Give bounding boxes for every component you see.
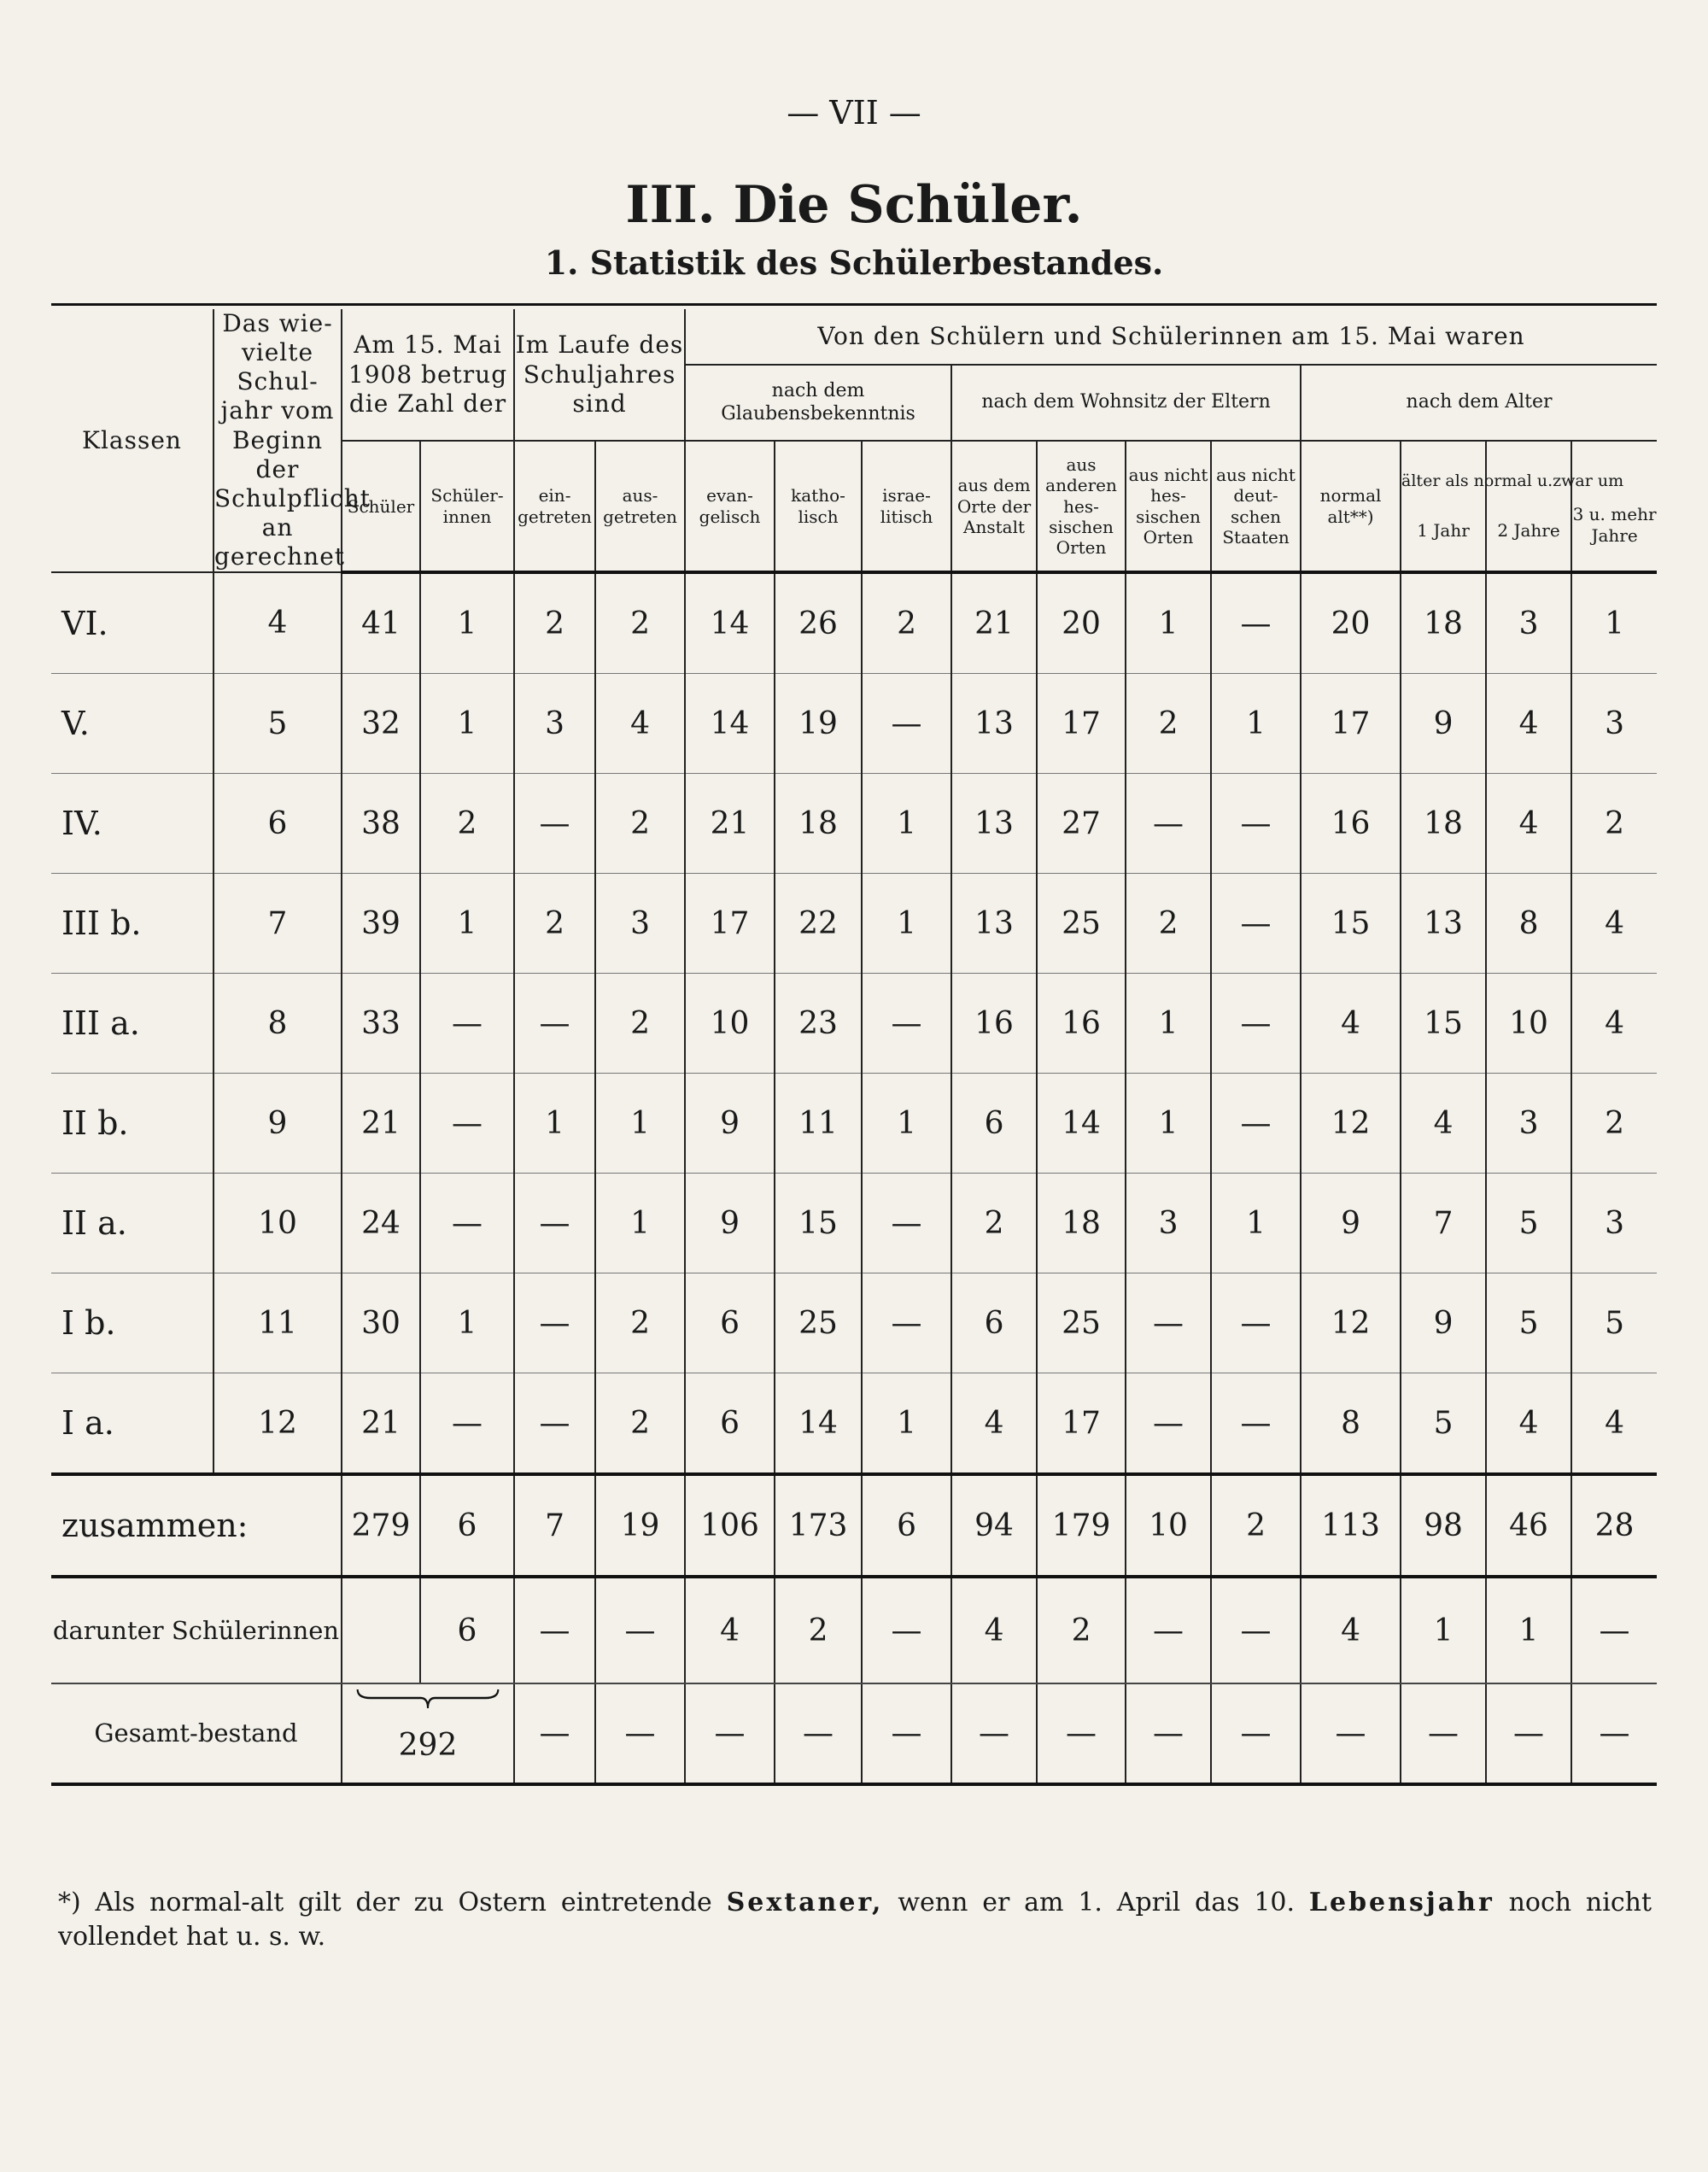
cell-non-hessian: 3	[1126, 1174, 1211, 1273]
cell-school-year: 9	[214, 1074, 342, 1174]
overall-catholic: —	[775, 1683, 862, 1784]
cell-entered: —	[514, 1373, 595, 1475]
cell-three-plus: 5	[1571, 1273, 1657, 1373]
cell-non-german: 1	[1211, 674, 1301, 774]
cell-left: 2	[595, 572, 685, 674]
header-by-residence: nach dem Wohnsitz der Eltern	[951, 365, 1301, 441]
header-local: aus dem Orte der Anstalt	[951, 441, 1037, 572]
header-three-plus-label: 3 u. mehr Jahre	[1572, 504, 1657, 546]
table-row	[51, 1074, 1657, 1174]
cell-other-hessian: 18	[1037, 1174, 1126, 1273]
table-row	[51, 1174, 1657, 1273]
cell-catholic: 22	[775, 874, 862, 974]
cell-school-year: 10	[214, 1174, 342, 1273]
page-title: III. Die Schüler.	[625, 175, 1083, 235]
cell-catholic: 25	[775, 1273, 862, 1373]
female-three-plus: —	[1571, 1577, 1657, 1683]
cell-other-hessian: 14	[1037, 1074, 1126, 1174]
cell-catholic: 19	[775, 674, 862, 774]
cell-three-plus: 1	[1571, 572, 1657, 674]
header-one-year-label: 1 Jahr	[1417, 520, 1470, 542]
total-other-hessian: 179	[1037, 1474, 1126, 1577]
page-number: — VII —	[787, 94, 921, 132]
header-evangelical: evan-gelisch	[685, 441, 775, 572]
cell-left: 2	[595, 1373, 685, 1475]
class-label: V.	[51, 674, 214, 774]
female-two-years: 1	[1486, 1577, 1571, 1683]
total-entered: 7	[514, 1474, 595, 1577]
cell-students: 21	[342, 1074, 420, 1174]
cell-evangelical: 9	[685, 1074, 775, 1174]
cell-local: 16	[951, 974, 1037, 1074]
cell-left: 3	[595, 874, 685, 974]
cell-local: 13	[951, 774, 1037, 874]
total-normal-age: 113	[1301, 1474, 1401, 1577]
cell-female-students: 1	[420, 1273, 514, 1373]
table-row	[51, 1273, 1657, 1373]
cell-entered: 2	[514, 572, 595, 674]
cell-female-students: —	[420, 1373, 514, 1475]
cell-one-year: 9	[1401, 1273, 1486, 1373]
header-total-count: Am 15. Mai 1908 betrug die Zahl der	[342, 309, 514, 441]
cell-school-year: 7	[214, 874, 342, 974]
cell-school-year: 4	[214, 572, 342, 674]
overall-two-years: —	[1486, 1683, 1571, 1784]
cell-local: 6	[951, 1074, 1037, 1174]
cell-left: 1	[595, 1074, 685, 1174]
total-one-year: 98	[1401, 1474, 1486, 1577]
cell-three-plus: 3	[1571, 1174, 1657, 1273]
cell-school-year: 12	[214, 1373, 342, 1475]
cell-school-year: 5	[214, 674, 342, 774]
cell-entered: —	[514, 974, 595, 1074]
class-label: III a.	[51, 974, 214, 1074]
cell-other-hessian: 17	[1037, 674, 1126, 774]
overall-three-plus: —	[1571, 1683, 1657, 1784]
cell-non-hessian: 1	[1126, 572, 1211, 674]
cell-non-german: —	[1211, 1273, 1301, 1373]
total-female-students: 6	[420, 1474, 514, 1577]
total-three-plus: 28	[1571, 1474, 1657, 1577]
cell-israelite: 1	[862, 1074, 951, 1174]
cell-israelite: 1	[862, 874, 951, 974]
class-label: IV.	[51, 774, 214, 874]
cell-local: 13	[951, 674, 1037, 774]
overall-evangelical: —	[685, 1683, 775, 1784]
cell-evangelical: 14	[685, 572, 775, 674]
cell-non-hessian: —	[1126, 774, 1211, 874]
table-row	[51, 572, 1657, 674]
cell-two-years: 3	[1486, 572, 1571, 674]
header-other-hessian: aus anderen hes-sischen Orten	[1037, 441, 1126, 572]
cell-students: 24	[342, 1174, 420, 1273]
header-older-than-normal: älter als normal u.zwar um	[1401, 471, 1624, 491]
table-row	[51, 874, 1657, 974]
cell-left: 2	[595, 974, 685, 1074]
class-label: I b.	[51, 1273, 214, 1373]
cell-catholic: 18	[775, 774, 862, 874]
overall-entered: —	[514, 1683, 595, 1784]
curly-brace-icon	[356, 1688, 500, 1710]
student-statistics-table	[51, 309, 1657, 1786]
cell-normal-age: 4	[1301, 974, 1401, 1074]
overall-non-hessian: —	[1126, 1683, 1211, 1784]
female-one-year: 1	[1401, 1577, 1486, 1683]
header-female-students: Schüler-innen	[420, 441, 514, 572]
overall-one-year: —	[1401, 1683, 1486, 1784]
female-students-row	[51, 1577, 1657, 1683]
cell-local: 2	[951, 1174, 1037, 1273]
overall-total-cell	[342, 1683, 514, 1784]
cell-local: 21	[951, 572, 1037, 674]
table-row	[51, 674, 1657, 774]
cell-non-german: —	[1211, 1373, 1301, 1475]
cell-female-students: 1	[420, 874, 514, 974]
header-non-hessian: aus nicht hes-sischen Orten	[1126, 441, 1211, 572]
footnote-term-lebensjahr: Lebensjahr	[1308, 1888, 1494, 1917]
cell-female-students: —	[420, 1074, 514, 1174]
header-non-german: aus nicht deut-schen Staaten	[1211, 441, 1301, 572]
cell-one-year: 9	[1401, 674, 1486, 774]
total-left: 19	[595, 1474, 685, 1577]
cell-other-hessian: 25	[1037, 1273, 1126, 1373]
header-students: Schüler	[342, 441, 420, 572]
cell-one-year: 7	[1401, 1174, 1486, 1273]
cell-non-hessian: 1	[1126, 1074, 1211, 1174]
cell-two-years: 3	[1486, 1074, 1571, 1174]
cell-students: 41	[342, 572, 420, 674]
class-label: II b.	[51, 1074, 214, 1174]
cell-normal-age: 15	[1301, 874, 1401, 974]
header-catholic: katho-lisch	[775, 441, 862, 572]
cell-entered: —	[514, 1273, 595, 1373]
cell-other-hessian: 20	[1037, 572, 1126, 674]
overall-total-value: 292	[398, 1728, 458, 1764]
overall-total-label: Gesamt-bestand	[51, 1683, 342, 1784]
cell-two-years: 5	[1486, 1174, 1571, 1273]
cell-evangelical: 6	[685, 1273, 775, 1373]
cell-three-plus: 2	[1571, 774, 1657, 874]
female-students-label: darunter Schülerinnen	[51, 1577, 342, 1683]
cell-entered: 2	[514, 874, 595, 974]
footnote-term-sextaner: Sextaner,	[726, 1888, 884, 1917]
cell-israelite: —	[862, 1273, 951, 1373]
female-left: —	[595, 1577, 685, 1683]
cell-students: 38	[342, 774, 420, 874]
overall-local: —	[951, 1683, 1037, 1784]
female-students-students-cell	[342, 1577, 420, 1683]
cell-non-hessian: 1	[1126, 974, 1211, 1074]
cell-three-plus: 3	[1571, 674, 1657, 774]
cell-female-students: 1	[420, 674, 514, 774]
female-israelite: —	[862, 1577, 951, 1683]
cell-israelite: 1	[862, 774, 951, 874]
cell-students: 21	[342, 1373, 420, 1475]
header-of-students: Von den Schülern und Schülerinnen am 15. Mai waren	[685, 309, 1657, 365]
header-normal-age: normal alt**)	[1301, 441, 1401, 572]
header-entered: ein-getreten	[514, 441, 595, 572]
female-students-count: 6	[420, 1577, 514, 1683]
cell-three-plus: 2	[1571, 1074, 1657, 1174]
cell-one-year: 18	[1401, 572, 1486, 674]
class-label: II a.	[51, 1174, 214, 1273]
cell-evangelical: 10	[685, 974, 775, 1074]
cell-catholic: 14	[775, 1373, 862, 1475]
cell-three-plus: 4	[1571, 1373, 1657, 1475]
cell-left: 2	[595, 774, 685, 874]
cell-other-hessian: 17	[1037, 1373, 1126, 1475]
overall-total-row	[51, 1683, 1657, 1784]
cell-local: 4	[951, 1373, 1037, 1475]
header-during-year: Im Laufe des Schuljahres sind	[514, 309, 685, 441]
female-entered: —	[514, 1577, 595, 1683]
cell-left: 4	[595, 674, 685, 774]
header-left: aus-getreten	[595, 441, 685, 572]
table-row	[51, 974, 1657, 1074]
cell-students: 30	[342, 1273, 420, 1373]
cell-one-year: 18	[1401, 774, 1486, 874]
cell-normal-age: 16	[1301, 774, 1401, 874]
cell-one-year: 13	[1401, 874, 1486, 974]
cell-normal-age: 12	[1301, 1074, 1401, 1174]
cell-evangelical: 6	[685, 1373, 775, 1475]
cell-entered: —	[514, 774, 595, 874]
cell-two-years: 4	[1486, 774, 1571, 874]
total-non-hessian: 10	[1126, 1474, 1211, 1577]
footnote-middle: wenn er am 1. April das 10.	[898, 1888, 1296, 1917]
header-by-age: nach dem Alter	[1301, 365, 1657, 441]
cell-catholic: 26	[775, 572, 862, 674]
cell-local: 13	[951, 874, 1037, 974]
cell-two-years: 4	[1486, 674, 1571, 774]
total-students: 279	[342, 1474, 420, 1577]
cell-non-german: —	[1211, 974, 1301, 1074]
header-classes: Klassen	[51, 309, 214, 572]
female-non-hessian: —	[1126, 1577, 1211, 1683]
cell-catholic: 15	[775, 1174, 862, 1273]
cell-normal-age: 12	[1301, 1273, 1401, 1373]
cell-evangelical: 14	[685, 674, 775, 774]
cell-two-years: 10	[1486, 974, 1571, 1074]
section-title: 1. Statistik des Schülerbestandes.	[544, 243, 1164, 282]
total-non-german: 2	[1211, 1474, 1301, 1577]
cell-left: 2	[595, 1273, 685, 1373]
cell-school-year: 11	[214, 1273, 342, 1373]
header-three-plus	[1571, 441, 1657, 572]
female-normal-age: 4	[1301, 1577, 1401, 1683]
cell-normal-age: 20	[1301, 572, 1401, 674]
header-two-years	[1486, 441, 1571, 572]
cell-left: 1	[595, 1174, 685, 1273]
cell-three-plus: 4	[1571, 974, 1657, 1074]
cell-israelite: 2	[862, 572, 951, 674]
total-israelite: 6	[862, 1474, 951, 1577]
cell-one-year: 15	[1401, 974, 1486, 1074]
cell-students: 33	[342, 974, 420, 1074]
cell-non-hessian: —	[1126, 1373, 1211, 1475]
cell-israelite: —	[862, 974, 951, 1074]
cell-other-hessian: 27	[1037, 774, 1126, 874]
cell-non-german: —	[1211, 874, 1301, 974]
female-non-german: —	[1211, 1577, 1301, 1683]
cell-two-years: 5	[1486, 1273, 1571, 1373]
cell-evangelical: 21	[685, 774, 775, 874]
cell-female-students: —	[420, 1174, 514, 1273]
cell-students: 39	[342, 874, 420, 974]
class-label: VI.	[51, 572, 214, 674]
cell-female-students: 1	[420, 572, 514, 674]
female-local: 4	[951, 1577, 1037, 1683]
cell-normal-age: 9	[1301, 1174, 1401, 1273]
cell-entered: —	[514, 1174, 595, 1273]
footnote-tail: noch nicht vollendet hat u. s. w.	[58, 1888, 1652, 1952]
table-row	[51, 1373, 1657, 1475]
cell-non-hessian: 2	[1126, 674, 1211, 774]
cell-entered: 3	[514, 674, 595, 774]
female-evangelical: 4	[685, 1577, 775, 1683]
overall-other-hessian: —	[1037, 1683, 1126, 1784]
footnote-lead: *) Als normal-alt gilt der zu Ostern eintretende	[58, 1888, 712, 1917]
cell-non-german: —	[1211, 572, 1301, 674]
total-label: zusammen:	[51, 1474, 342, 1577]
female-other-hessian: 2	[1037, 1577, 1126, 1683]
top-rule	[51, 303, 1657, 306]
overall-israelite: —	[862, 1683, 951, 1784]
female-catholic: 2	[775, 1577, 862, 1683]
cell-two-years: 8	[1486, 874, 1571, 974]
cell-students: 32	[342, 674, 420, 774]
cell-other-hessian: 25	[1037, 874, 1126, 974]
cell-non-hessian: 2	[1126, 874, 1211, 974]
cell-one-year: 5	[1401, 1373, 1486, 1475]
cell-other-hessian: 16	[1037, 974, 1126, 1074]
cell-non-german: 1	[1211, 1174, 1301, 1273]
total-two-years: 46	[1486, 1474, 1571, 1577]
header-two-years-label: 2 Jahre	[1497, 520, 1560, 542]
cell-evangelical: 17	[685, 874, 775, 974]
total-evangelical: 106	[685, 1474, 775, 1577]
cell-local: 6	[951, 1273, 1037, 1373]
cell-catholic: 11	[775, 1074, 862, 1174]
cell-entered: 1	[514, 1074, 595, 1174]
cell-three-plus: 4	[1571, 874, 1657, 974]
overall-left: —	[595, 1683, 685, 1784]
cell-one-year: 4	[1401, 1074, 1486, 1174]
total-catholic: 173	[775, 1474, 862, 1577]
cell-catholic: 23	[775, 974, 862, 1074]
cell-israelite: —	[862, 1174, 951, 1273]
footnote	[58, 1886, 1652, 1953]
cell-normal-age: 17	[1301, 674, 1401, 774]
cell-normal-age: 8	[1301, 1373, 1401, 1475]
cell-non-german: —	[1211, 1074, 1301, 1174]
header-by-confession: nach dem Glaubensbekenntnis	[685, 365, 951, 441]
table-row	[51, 774, 1657, 874]
total-local: 94	[951, 1474, 1037, 1577]
cell-non-hessian: —	[1126, 1273, 1211, 1373]
cell-school-year: 6	[214, 774, 342, 874]
cell-israelite: 1	[862, 1373, 951, 1475]
class-label: I a.	[51, 1373, 214, 1475]
header-israelite: israe-litisch	[862, 441, 951, 572]
cell-female-students: —	[420, 974, 514, 1074]
cell-school-year: 8	[214, 974, 342, 1074]
cell-israelite: —	[862, 674, 951, 774]
overall-non-german: —	[1211, 1683, 1301, 1784]
cell-non-german: —	[1211, 774, 1301, 874]
cell-evangelical: 9	[685, 1174, 775, 1273]
total-row	[51, 1474, 1657, 1577]
cell-two-years: 4	[1486, 1373, 1571, 1475]
header-school-year: Das wie-vielte Schul-jahr vom Beginn der Schulpflicht an gerechnet	[214, 309, 342, 572]
class-label: III b.	[51, 874, 214, 974]
cell-female-students: 2	[420, 774, 514, 874]
overall-normal-age: —	[1301, 1683, 1401, 1784]
